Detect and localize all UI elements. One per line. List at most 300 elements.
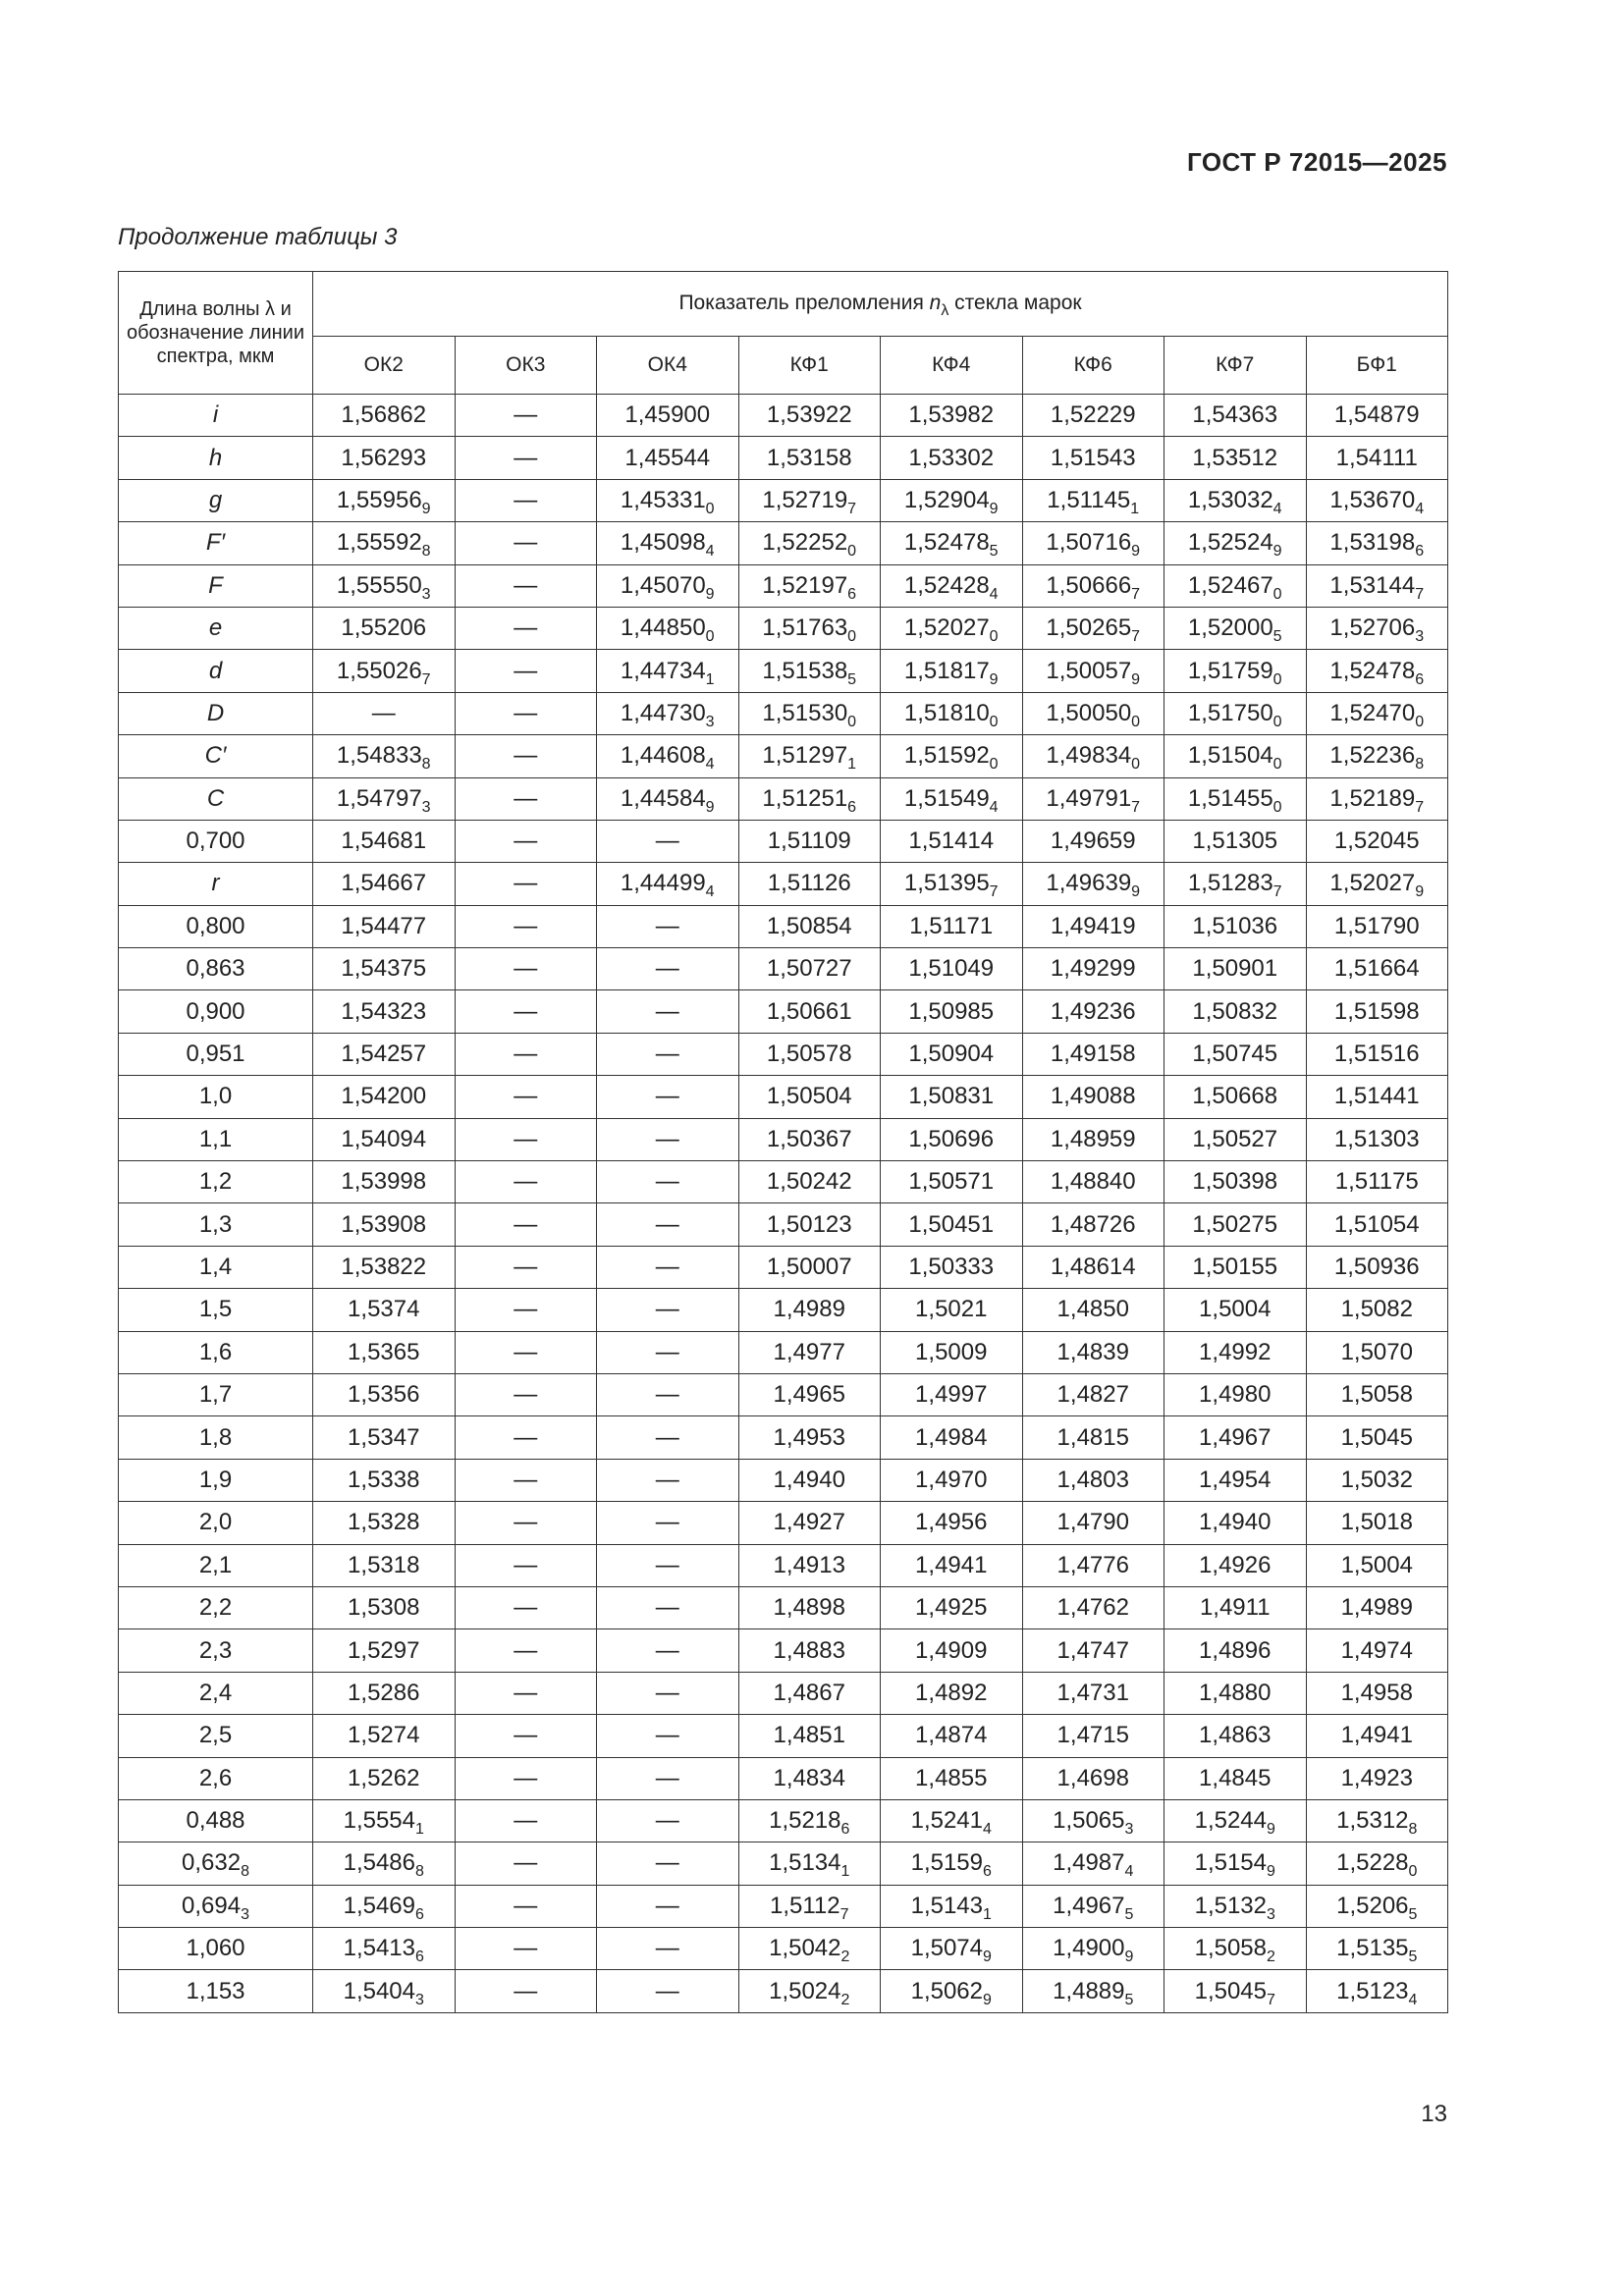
index-value: 1,54667 — [341, 870, 427, 897]
index-value-cell — [1022, 905, 1164, 947]
table-body — [119, 395, 1448, 2013]
wavelength-cell — [119, 1416, 313, 1459]
index-value-cell — [597, 437, 739, 479]
header-row-group — [119, 272, 1448, 337]
index-value: 1,4762 — [1056, 1594, 1129, 1622]
index-value: 1,50123 — [766, 1210, 852, 1238]
index-value: 1,45070 — [620, 571, 706, 599]
index-value: — — [655, 1509, 679, 1536]
index-value-cell — [1164, 1203, 1307, 1246]
index-value-cell — [597, 1928, 739, 1970]
index-value: 1,5347 — [348, 1423, 420, 1451]
table-row — [119, 1672, 1448, 1714]
index-value-cell — [738, 820, 881, 862]
index-value: 1,4898 — [773, 1594, 845, 1622]
index-value: — — [514, 1168, 538, 1196]
index-value: 1,51455 — [1187, 784, 1273, 812]
index-value: 1,4803 — [1056, 1466, 1129, 1493]
index-value-cell — [881, 735, 1023, 777]
index-value: 1,4940 — [1199, 1509, 1272, 1536]
index-value: 1,53198 — [1329, 529, 1416, 557]
index-value: 1,4874 — [915, 1722, 988, 1749]
index-value: 1,52027 — [1329, 870, 1416, 897]
index-value-cell — [881, 1544, 1023, 1586]
wavelength-label: 1,1 — [198, 1125, 233, 1152]
index-value-cell — [597, 1629, 739, 1672]
index-value-cell — [1022, 1928, 1164, 1970]
index-value-cell — [1022, 692, 1164, 734]
index-value-cell — [1306, 1672, 1448, 1714]
index-value-subscript: 6 — [847, 585, 857, 603]
index-value-cell — [1306, 820, 1448, 862]
index-value-cell — [1306, 905, 1448, 947]
wavelength-label: 0,900 — [186, 997, 245, 1025]
index-value-cell — [313, 1885, 456, 1927]
index-value: 1,50901 — [1192, 955, 1278, 983]
wavelength-cell — [119, 1203, 313, 1246]
index-value-cell — [1164, 1033, 1307, 1075]
table-row — [119, 650, 1448, 692]
index-value: 1,4989 — [773, 1296, 845, 1323]
index-value: — — [514, 1892, 538, 1919]
index-value-subscript: 7 — [1131, 585, 1141, 603]
wavelength-cell — [119, 692, 313, 734]
index-value: — — [514, 529, 538, 557]
index-value-subscript: 6 — [840, 1821, 850, 1839]
index-value-cell — [455, 863, 597, 905]
index-value: 1,50050 — [1046, 699, 1132, 726]
index-value: — — [655, 1296, 679, 1323]
index-value: 1,51441 — [1333, 1083, 1420, 1110]
index-value: 1,5312 — [1336, 1807, 1409, 1835]
wavelength-cell — [119, 1331, 313, 1373]
index-value: 1,4834 — [773, 1764, 845, 1791]
index-value-cell — [455, 437, 597, 479]
index-value: 1,50504 — [766, 1083, 852, 1110]
index-value: 1,50398 — [1192, 1168, 1278, 1196]
index-value-subscript: 7 — [839, 1905, 849, 1923]
index-value-cell — [738, 479, 881, 521]
index-value-cell — [1164, 1672, 1307, 1714]
index-value: 1,5241 — [910, 1807, 983, 1835]
index-value: 1,5318 — [348, 1551, 420, 1578]
index-value-subscript: 7 — [1415, 798, 1425, 816]
index-value: 1,5356 — [348, 1381, 420, 1409]
index-value: — — [655, 1254, 679, 1280]
index-value-subscript: 7 — [847, 500, 857, 517]
index-value: — — [514, 444, 538, 471]
grade-column-header: КФ1 — [738, 336, 881, 394]
index-value: 1,54200 — [341, 1083, 427, 1110]
index-value-subscript: 9 — [421, 500, 431, 517]
index-value: 1,51283 — [1187, 870, 1273, 897]
index-value: 1,4974 — [1340, 1636, 1413, 1664]
index-value-cell — [738, 607, 881, 649]
index-value-cell — [455, 1161, 597, 1203]
index-value: 1,49236 — [1050, 997, 1136, 1025]
wavelength-label: e — [208, 614, 223, 642]
index-value-cell — [313, 479, 456, 521]
index-value-cell — [738, 1885, 881, 1927]
index-value: 1,50831 — [908, 1083, 995, 1110]
index-value-cell — [738, 1289, 881, 1331]
index-value-cell — [313, 1928, 456, 1970]
index-value: 1,5018 — [1340, 1509, 1413, 1536]
wavelength-cell — [119, 1799, 313, 1842]
index-value: 1,55592 — [336, 529, 422, 557]
index-value: 1,50832 — [1192, 997, 1278, 1025]
index-value: 1,50745 — [1192, 1041, 1278, 1068]
index-value-cell — [313, 1502, 456, 1544]
index-value-cell — [313, 777, 456, 820]
index-value-subscript: 4 — [983, 1821, 992, 1839]
index-value-subscript: 0 — [989, 628, 999, 646]
index-value: 1,4980 — [1199, 1381, 1272, 1409]
index-value-cell — [881, 1289, 1023, 1331]
index-value-cell — [1164, 1076, 1307, 1118]
index-value: — — [655, 1849, 679, 1877]
wavelength-cell — [119, 1033, 313, 1075]
index-value: 1,4927 — [773, 1509, 845, 1536]
index-value-cell — [597, 1757, 739, 1799]
index-value: 1,5058 — [1194, 1935, 1267, 1962]
index-value-cell — [1022, 1289, 1164, 1331]
index-value: 1,51126 — [767, 870, 851, 897]
index-value-cell — [1164, 1757, 1307, 1799]
index-value: 1,5297 — [348, 1636, 420, 1664]
index-value-cell — [455, 1416, 597, 1459]
index-value-cell — [313, 1076, 456, 1118]
index-value: 1,4923 — [1340, 1764, 1413, 1791]
wavelength-cell — [119, 863, 313, 905]
index-value-cell — [1306, 1799, 1448, 1842]
index-value: — — [514, 1381, 538, 1409]
index-value-cell — [597, 692, 739, 734]
index-value: 1,49299 — [1050, 955, 1136, 983]
index-value-cell — [597, 479, 739, 521]
index-value-cell — [455, 607, 597, 649]
document-id: ГОСТ Р 72015—2025 — [1186, 147, 1447, 177]
index-value: — — [514, 486, 538, 513]
index-value: 1,51251 — [762, 784, 848, 812]
index-value-cell — [881, 1842, 1023, 1885]
index-value-cell — [1022, 479, 1164, 521]
wavelength-cell — [119, 479, 313, 521]
index-value: 1,51664 — [1333, 955, 1420, 983]
grade-column-header: ОК3 — [455, 336, 597, 394]
index-value-cell — [597, 1161, 739, 1203]
index-value: 1,5286 — [348, 1679, 420, 1706]
grade-column-header: КФ7 — [1164, 336, 1307, 394]
index-value: 1,54257 — [341, 1041, 427, 1068]
index-value-subscript: 9 — [989, 500, 999, 517]
index-value: 1,52904 — [903, 486, 990, 513]
index-value-cell — [1306, 1416, 1448, 1459]
index-value: 1,50242 — [766, 1168, 852, 1196]
index-value: 1,50451 — [908, 1210, 995, 1238]
index-value-subscript: 5 — [1124, 1905, 1134, 1923]
index-value-cell — [597, 650, 739, 692]
index-value-subscript: 1 — [840, 1863, 850, 1881]
table-row — [119, 1076, 1448, 1118]
index-value-cell — [881, 1416, 1023, 1459]
wavelength-label: 0,632 — [182, 1849, 242, 1877]
index-value: — — [655, 1807, 679, 1835]
index-value-cell — [1022, 1970, 1164, 2012]
index-value-cell — [881, 1331, 1023, 1373]
index-value: 1,5058 — [1340, 1381, 1413, 1409]
index-value-subscript: 0 — [1272, 585, 1282, 603]
wavelength-label: 0,951 — [186, 1041, 245, 1068]
wavelength-cell — [119, 650, 313, 692]
wavelength-cell — [119, 948, 313, 990]
index-value: 1,51790 — [1333, 912, 1420, 939]
table-row — [119, 735, 1448, 777]
index-value-cell — [313, 1586, 456, 1629]
index-value: 1,5143 — [910, 1892, 983, 1919]
index-value-cell — [597, 777, 739, 820]
index-value: 1,4965 — [773, 1381, 845, 1409]
index-value-cell — [738, 1799, 881, 1842]
index-value: 1,5274 — [348, 1722, 420, 1749]
index-value-cell — [738, 1928, 881, 1970]
index-value-subscript: 3 — [421, 585, 431, 603]
index-value-cell — [1022, 1076, 1164, 1118]
index-value-cell — [1022, 1246, 1164, 1288]
index-value: 1,54797 — [336, 784, 422, 812]
index-value-subscript: 8 — [1408, 1821, 1418, 1839]
index-value-cell — [313, 863, 456, 905]
index-value: — — [514, 1849, 538, 1877]
index-value-cell — [881, 1118, 1023, 1160]
index-value-subscript: 8 — [421, 756, 431, 774]
index-value: 1,51817 — [903, 657, 990, 684]
index-value-cell — [597, 607, 739, 649]
wavelength-label: 0,488 — [186, 1807, 245, 1835]
index-value-cell — [313, 905, 456, 947]
index-value: 1,51516 — [1333, 1041, 1420, 1068]
index-value-cell — [1164, 1970, 1307, 2012]
index-value-cell — [313, 1373, 456, 1415]
wavelength-cell — [119, 1928, 313, 1970]
wavelength-cell — [119, 1161, 313, 1203]
index-value-cell — [1022, 1715, 1164, 1757]
wavelength-cell — [119, 522, 313, 564]
index-value-cell — [881, 863, 1023, 905]
index-value-cell — [455, 820, 597, 862]
index-value: — — [514, 1041, 538, 1068]
table-row — [119, 863, 1448, 905]
wavelength-label: 2,4 — [198, 1679, 233, 1706]
index-value: — — [655, 1083, 679, 1110]
index-value-cell — [738, 1331, 881, 1373]
index-value-subscript: 9 — [983, 1991, 992, 2008]
index-value-subscript: 0 — [1272, 756, 1282, 774]
index-value-cell — [455, 1885, 597, 1927]
index-value: 1,52236 — [1329, 742, 1416, 770]
index-value: 1,4790 — [1056, 1509, 1129, 1536]
wavelength-cell — [119, 1289, 313, 1331]
index-value-cell — [1022, 522, 1164, 564]
wavelength-cell — [119, 777, 313, 820]
index-value-cell — [597, 948, 739, 990]
index-value: 1,4715 — [1056, 1722, 1129, 1749]
index-value: 1,48840 — [1050, 1168, 1136, 1196]
index-value: 1,51414 — [908, 828, 995, 855]
index-value-cell — [738, 1373, 881, 1415]
index-value-cell — [1164, 863, 1307, 905]
index-value: 1,4883 — [773, 1636, 845, 1664]
index-value-cell — [881, 1459, 1023, 1501]
index-value-cell — [597, 1885, 739, 1927]
index-value: 1,50696 — [908, 1125, 995, 1152]
index-value-cell — [313, 1544, 456, 1586]
index-value: 1,4941 — [1340, 1722, 1413, 1749]
index-value: 1,5045 — [1340, 1423, 1413, 1451]
index-value-cell — [1022, 820, 1164, 862]
index-value: 1,4940 — [773, 1466, 845, 1493]
index-value: 1,51395 — [903, 870, 990, 897]
index-value: 1,50275 — [1192, 1210, 1278, 1238]
index-value: 1,51297 — [762, 742, 848, 770]
wavelength-label: 1,3 — [198, 1210, 233, 1238]
index-value-cell — [738, 1672, 881, 1714]
index-value: 1,4863 — [1199, 1722, 1272, 1749]
index-value-cell — [1164, 1885, 1307, 1927]
n-symbol: n — [929, 292, 942, 315]
index-value-cell — [738, 1842, 881, 1885]
index-value-subscript: 9 — [989, 670, 999, 688]
index-value-subscript: 0 — [847, 713, 857, 730]
index-value: 1,51171 — [909, 912, 994, 939]
index-value: 1,56862 — [341, 401, 427, 429]
index-value-cell — [455, 1970, 597, 2012]
index-value-cell — [1306, 1289, 1448, 1331]
index-value: 1,51592 — [903, 742, 990, 770]
index-value-cell — [881, 948, 1023, 990]
index-value-cell — [738, 692, 881, 734]
index-value: 1,5228 — [1336, 1849, 1409, 1877]
index-value-cell — [738, 1757, 881, 1799]
index-value: 1,4977 — [773, 1338, 845, 1365]
index-value-cell — [1164, 1502, 1307, 1544]
index-value-cell — [881, 1203, 1023, 1246]
index-value-subscript: 9 — [705, 798, 715, 816]
index-value: 1,56293 — [341, 444, 427, 471]
index-value-cell — [597, 905, 739, 947]
index-value-cell — [1164, 1629, 1307, 1672]
index-value-cell — [1164, 948, 1307, 990]
index-value: 1,51763 — [762, 614, 848, 642]
index-value-subscript: 0 — [705, 628, 715, 646]
wavelength-label: r — [211, 870, 220, 897]
index-value-cell — [313, 650, 456, 692]
index-value-cell — [881, 820, 1023, 862]
refractive-index-group-header — [313, 272, 1448, 337]
index-value-cell — [597, 522, 739, 564]
index-value: 1,45331 — [620, 486, 706, 513]
index-value-cell — [1022, 1373, 1164, 1415]
index-value: 1,51549 — [903, 784, 990, 812]
table-row — [119, 564, 1448, 607]
index-value: 1,5365 — [348, 1338, 420, 1365]
index-value: 1,5132 — [1194, 1892, 1267, 1919]
index-value: 1,52000 — [1187, 614, 1273, 642]
index-value: 1,53512 — [1192, 444, 1278, 471]
index-value: 1,51504 — [1187, 742, 1273, 770]
index-value-cell — [881, 395, 1023, 437]
index-value: 1,52524 — [1187, 529, 1273, 557]
index-value-cell — [1164, 522, 1307, 564]
table-row — [119, 522, 1448, 564]
index-value: 1,4851 — [773, 1722, 845, 1749]
index-value-cell — [738, 735, 881, 777]
index-value-subscript: 0 — [847, 543, 857, 561]
index-value: — — [655, 1168, 679, 1196]
wavelength-cell — [119, 1459, 313, 1501]
index-value-subscript: 4 — [989, 585, 999, 603]
index-value: 1,4900 — [1053, 1935, 1125, 1962]
index-value-cell — [313, 990, 456, 1033]
index-value-subscript: 7 — [1131, 628, 1141, 646]
index-value: 1,51538 — [762, 657, 848, 684]
index-value-subscript: 8 — [421, 543, 431, 561]
index-value-cell — [738, 1416, 881, 1459]
index-value-subscript: 5 — [847, 670, 857, 688]
index-value: 1,48726 — [1050, 1210, 1136, 1238]
table-row — [119, 692, 1448, 734]
index-value-cell — [597, 395, 739, 437]
table-row — [119, 777, 1448, 820]
table-row — [119, 948, 1448, 990]
index-value-cell — [738, 1161, 881, 1203]
index-value-cell — [1306, 1118, 1448, 1160]
index-value: 1,5123 — [1336, 1977, 1409, 2004]
index-value-cell — [597, 564, 739, 607]
index-value-subscript: 5 — [1124, 1991, 1134, 2008]
wavelength-label: 1,153 — [186, 1977, 245, 2004]
index-value: 1,49834 — [1046, 742, 1132, 770]
index-value: 1,5082 — [1340, 1296, 1413, 1323]
index-value: 1,54681 — [341, 828, 427, 855]
index-value-subscript: 5 — [989, 543, 999, 561]
index-value-subscript: 1 — [847, 756, 857, 774]
index-value: 1,5404 — [343, 1977, 415, 2004]
index-value: 1,52197 — [762, 571, 848, 599]
index-value-subscript: 6 — [415, 1905, 424, 1923]
index-value: 1,5413 — [343, 1935, 415, 1962]
index-value-cell — [1306, 1928, 1448, 1970]
index-value-cell — [1306, 1544, 1448, 1586]
index-value: 1,54323 — [341, 997, 427, 1025]
index-value-cell — [455, 777, 597, 820]
index-value-cell — [1022, 1203, 1164, 1246]
index-value-cell — [881, 650, 1023, 692]
index-value-cell — [1164, 395, 1307, 437]
index-value-cell — [1022, 1161, 1164, 1203]
index-value: — — [655, 1338, 679, 1365]
index-value-cell — [738, 1715, 881, 1757]
index-value-cell — [738, 948, 881, 990]
index-value-subscript: 3 — [415, 1991, 424, 2008]
index-value: 1,50936 — [1333, 1254, 1420, 1280]
index-value-subscript: 7 — [989, 883, 999, 901]
index-value: 1,4698 — [1056, 1764, 1129, 1791]
index-value-subscript: 9 — [983, 1949, 992, 1966]
index-value-cell — [1306, 692, 1448, 734]
index-value-subscript: 4 — [705, 883, 715, 901]
index-value: 1,53158 — [766, 444, 852, 471]
